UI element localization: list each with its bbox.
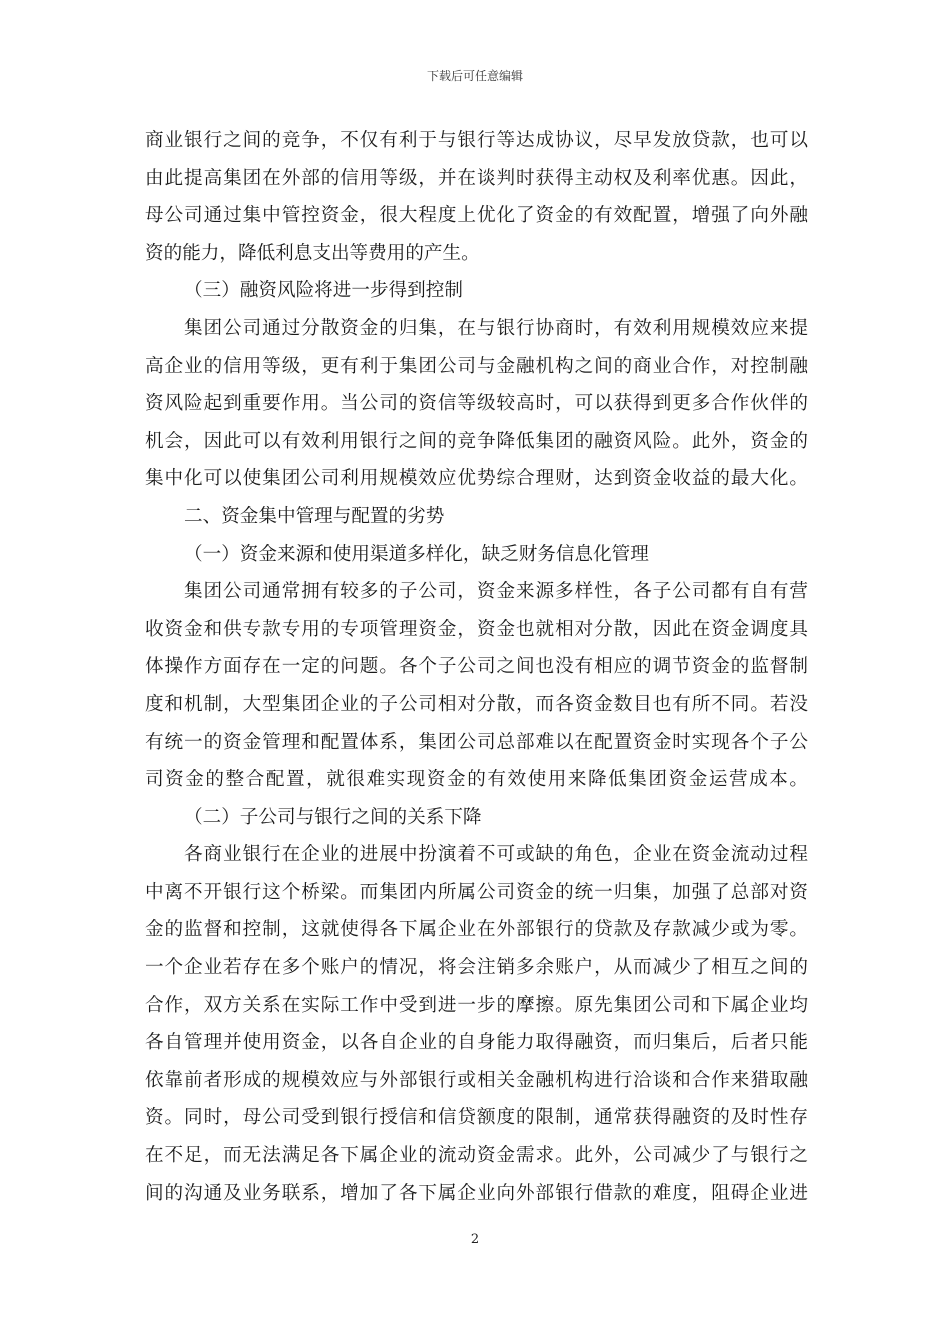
paragraph-line: 收资金和供专款专用的专项管理资金，资金也就相对分散，因此在资金调度具	[145, 618, 808, 640]
paragraph-line: 资风险起到重要作用。当公司的资信等级较高时，可以获得到更多合作伙伴的	[145, 393, 808, 415]
paragraph-line: 在不足，而无法满足各下属企业的流动资金需求。此外，公司减少了与银行之	[145, 1145, 808, 1167]
section-heading: （三）融资风险将进一步得到控制	[184, 280, 463, 302]
paragraph-line: 母公司通过集中管控资金，很大程度上优化了资金的有效配置，增强了向外融	[145, 205, 808, 227]
paragraph-line: 有统一的资金管理和配置体系，集团公司总部难以在配置资金时实现各个子公	[145, 731, 808, 753]
paragraph-line: 机会，因此可以有效利用银行之间的竞争降低集团的融资风险。此外，资金的	[145, 430, 808, 452]
paragraph-line: 合作，双方关系在实际工作中受到进一步的摩擦。原先集团公司和下属企业均	[145, 994, 808, 1016]
page-number: 2	[470, 1232, 480, 1247]
paragraph-line: 各商业银行在企业的进展中扮演着不可或缺的角色，企业在资金流动过程	[184, 844, 808, 866]
paragraph-line: 商业银行之间的竞争，不仅有利于与银行等达成协议，尽早发放贷款，也可以	[145, 130, 808, 151]
paragraph-line: 集团公司通过分散资金的归集，在与银行协商时，有效利用规模效应来提	[184, 317, 808, 339]
paragraph-line: 司资金的整合配置，就很难实现资金的有效使用来降低集团资金运营成本。	[145, 769, 808, 791]
paragraph-line: 度和机制，大型集团企业的子公司相对分散，而各资金数目也有所不同。若没	[145, 693, 808, 715]
paragraph-line: 间的沟通及业务联系，增加了各下属企业向外部银行借款的难度，阻碍企业进	[145, 1182, 808, 1204]
paragraph-line: 各自管理并使用资金，以各自企业的自身能力取得融资，而归集后，后者只能	[145, 1032, 808, 1054]
paragraph-line: 集团公司通常拥有较多的子公司，资金来源多样性，各子公司都有自有营	[184, 581, 808, 603]
paragraph-line: 集中化可以使集团公司利用规模效应优势综合理财，达到资金收益的最大化。	[145, 468, 808, 490]
paragraph-line: 由此提高集团在外部的信用等级，并在谈判时获得主动权及利率优惠。因此，	[145, 167, 808, 189]
page-header: 下载后可任意编辑	[426, 69, 523, 83]
paragraph-line: 资。同时，母公司受到银行授信和信贷额度的限制，通常获得融资的及时性存	[145, 1107, 808, 1129]
paragraph-line: 金的监督和控制，这就使得各下属企业在外部银行的贷款及存款减少或为零。	[145, 919, 808, 941]
paragraph-line: 资的能力，降低利息支出等费用的产生。	[145, 242, 480, 264]
section-heading: （一）资金来源和使用渠道多样化，缺乏财务信息化管理	[184, 543, 649, 565]
paragraph-line: 高企业的信用等级，更有利于集团公司与金融机构之间的商业合作，对控制融	[145, 355, 808, 377]
paragraph-line: 体操作方面存在一定的问题。各个子公司之间也没有相应的调节资金的监督制	[145, 656, 808, 678]
paragraph-line: 依靠前者形成的规模效应与外部银行或相关金融机构进行洽谈和合作来猎取融	[145, 1069, 808, 1091]
document-body	[145, 122, 808, 1212]
section-heading: （二）子公司与银行之间的关系下降	[184, 806, 482, 828]
paragraph-line: 中离不开银行这个桥梁。而集团内所属公司资金的统一归集，加强了总部对资	[145, 881, 808, 903]
section-heading: 二、资金集中管理与配置的劣势	[184, 505, 445, 527]
paragraph-line: 一个企业若存在多个账户的情况，将会注销多余账户，从而减少了相互之间的	[145, 957, 808, 979]
